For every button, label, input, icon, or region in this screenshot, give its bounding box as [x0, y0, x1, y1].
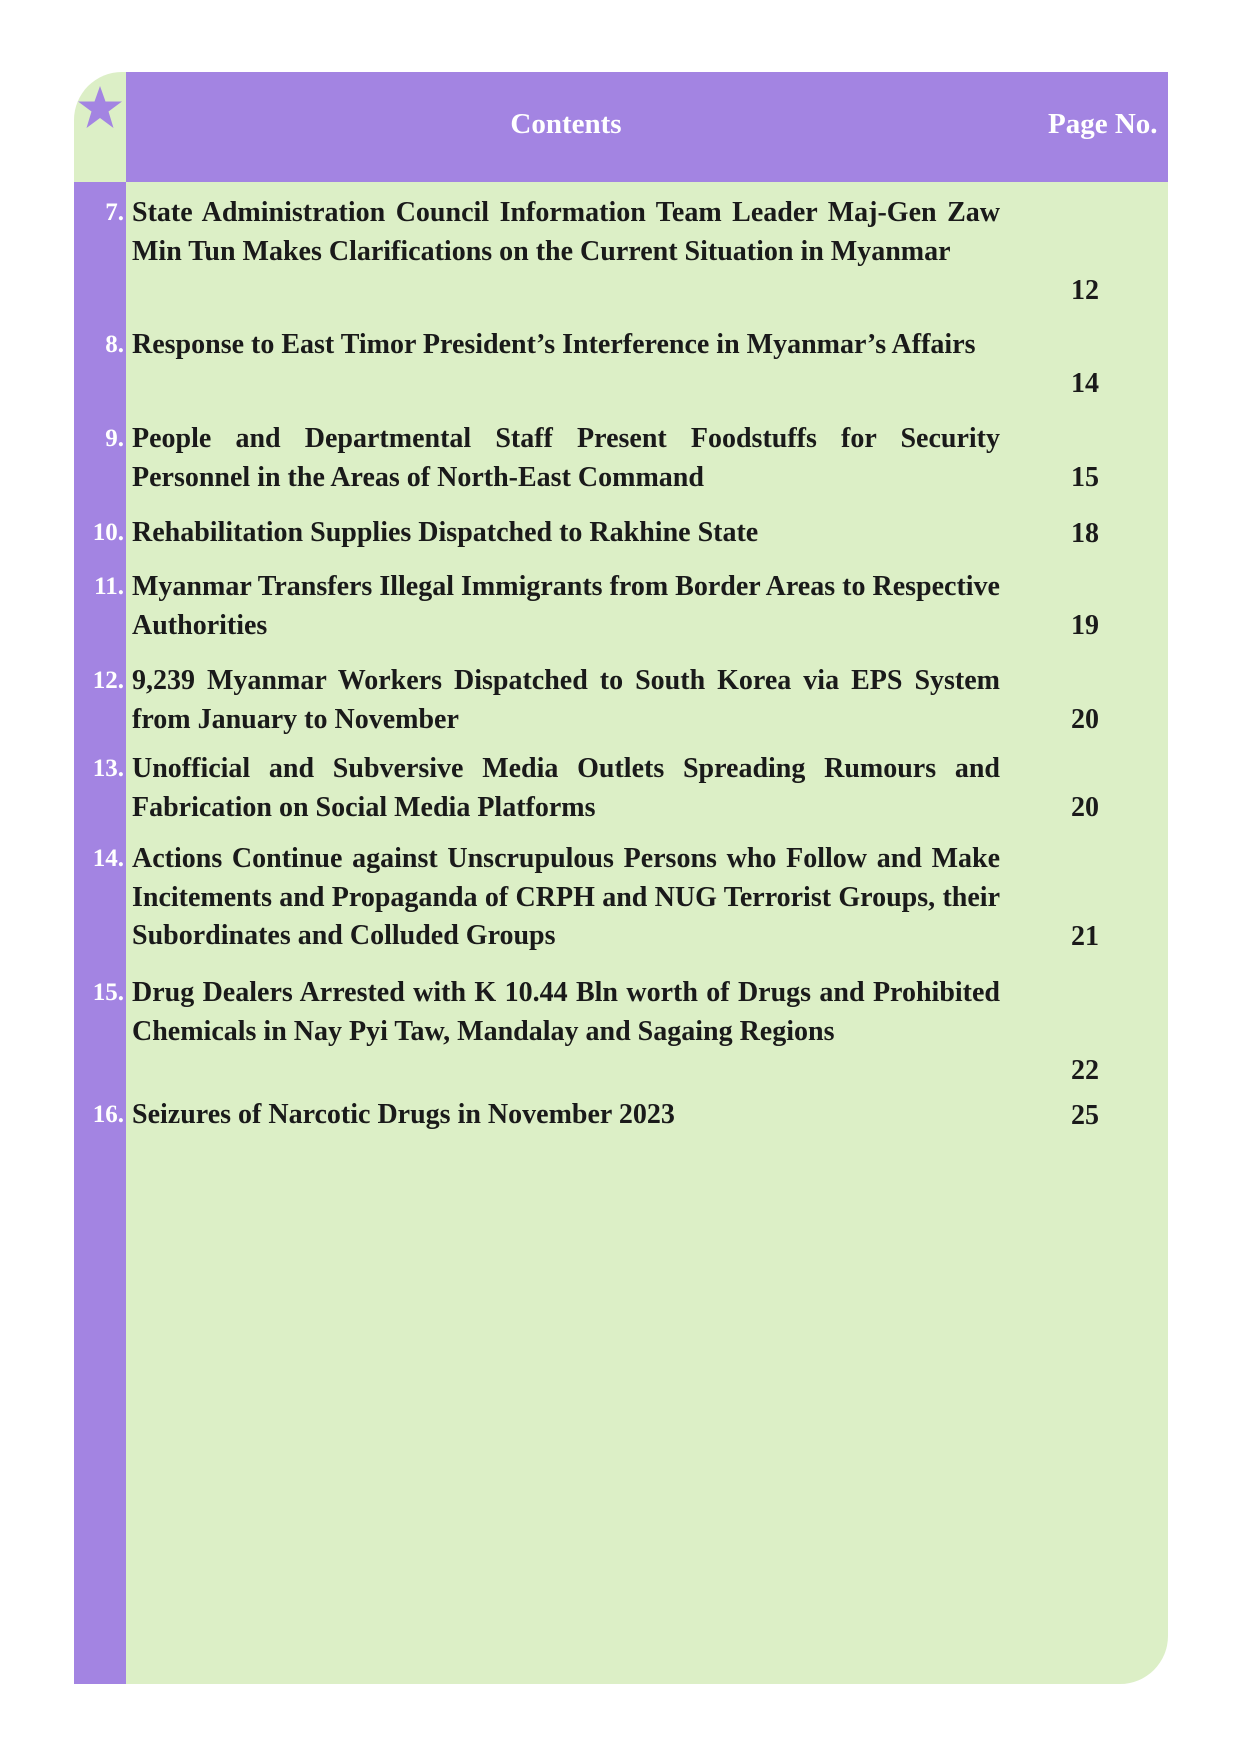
entry-title: Seizures of Narcotic Drugs in November 2023 — [132, 1099, 675, 1130]
entry-number: 16. — [92, 1101, 124, 1128]
entry-number: 9. — [105, 425, 124, 452]
entry-title: Myanmar Transfers Illegal Immigrants from Border Areas to Respective Authorities — [132, 571, 1000, 641]
toc-entry[interactable] — [74, 194, 1168, 310]
contents-header — [126, 72, 1168, 182]
toc-entry[interactable] — [74, 1096, 1168, 1135]
toc-entry[interactable] — [74, 514, 1168, 553]
entry-title: People and Departmental Staff Present Foodstuffs for Security Personnel in the Areas of North-East Command — [132, 423, 1000, 493]
toc-entry[interactable] — [74, 326, 1168, 403]
toc-entry[interactable] — [74, 568, 1168, 645]
entry-page: 21 — [1071, 920, 1099, 952]
entry-title: Drug Dealers Arrested with K 10.44 Bln worth of Drugs and Prohibited Chemicals in Nay Pyi Taw, Mandalay and Sagaing Regions — [132, 977, 1000, 1047]
toc-entry[interactable] — [74, 840, 1168, 956]
entry-number: 7. — [105, 199, 124, 226]
entry-number: 12. — [92, 667, 124, 694]
entry-title: Unofficial and Subversive Media Outlets Spreading Rumours and Fabrication on Social Media Platforms — [132, 753, 1000, 823]
toc-entry[interactable] — [74, 662, 1168, 739]
entry-title: 9,239 Myanmar Workers Dispatched to South Korea via EPS System from January to November — [132, 665, 1000, 735]
entry-number: 8. — [105, 331, 124, 358]
entry-number: 13. — [92, 755, 124, 782]
entry-title: Rehabilitation Supplies Dispatched to Rakhine State — [132, 517, 759, 548]
entry-page: 15 — [1071, 461, 1099, 493]
entry-title: Response to East Timor President’s Interference in Myanmar’s Affairs — [132, 329, 976, 360]
entry-page: 19 — [1071, 609, 1099, 641]
toc-entry[interactable] — [74, 974, 1168, 1090]
entry-page: 14 — [1071, 367, 1099, 399]
page-number-heading: Page No. — [1048, 108, 1158, 140]
entry-page: 18 — [1071, 517, 1099, 549]
header-corner — [74, 72, 126, 182]
entry-page: 22 — [1071, 1054, 1099, 1086]
entry-page: 25 — [1071, 1099, 1099, 1131]
entry-title: Actions Continue against Unscrupulous Persons who Follow and Make Incitements and Propaganda of CRPH and NUG Terrorist Groups, their Subordinates and Colluded Groups — [132, 843, 1000, 951]
entry-number: 15. — [92, 979, 124, 1006]
entry-page: 12 — [1071, 274, 1099, 306]
toc-entry[interactable] — [74, 750, 1168, 827]
entry-number: 10. — [92, 519, 124, 546]
entry-page: 20 — [1071, 703, 1099, 735]
star-icon — [76, 82, 124, 138]
entry-page: 20 — [1071, 791, 1099, 823]
entry-title: State Administration Council Information Team Leader Maj-Gen Zaw Min Tun Makes Clarifications on the Current Situation in Myanmar — [132, 197, 1000, 267]
contents-title: Contents — [510, 108, 622, 140]
entry-number: 11. — [94, 573, 124, 600]
entry-number: 14. — [92, 845, 124, 872]
toc-entry[interactable] — [74, 420, 1168, 497]
contents-panel — [74, 72, 1168, 1684]
